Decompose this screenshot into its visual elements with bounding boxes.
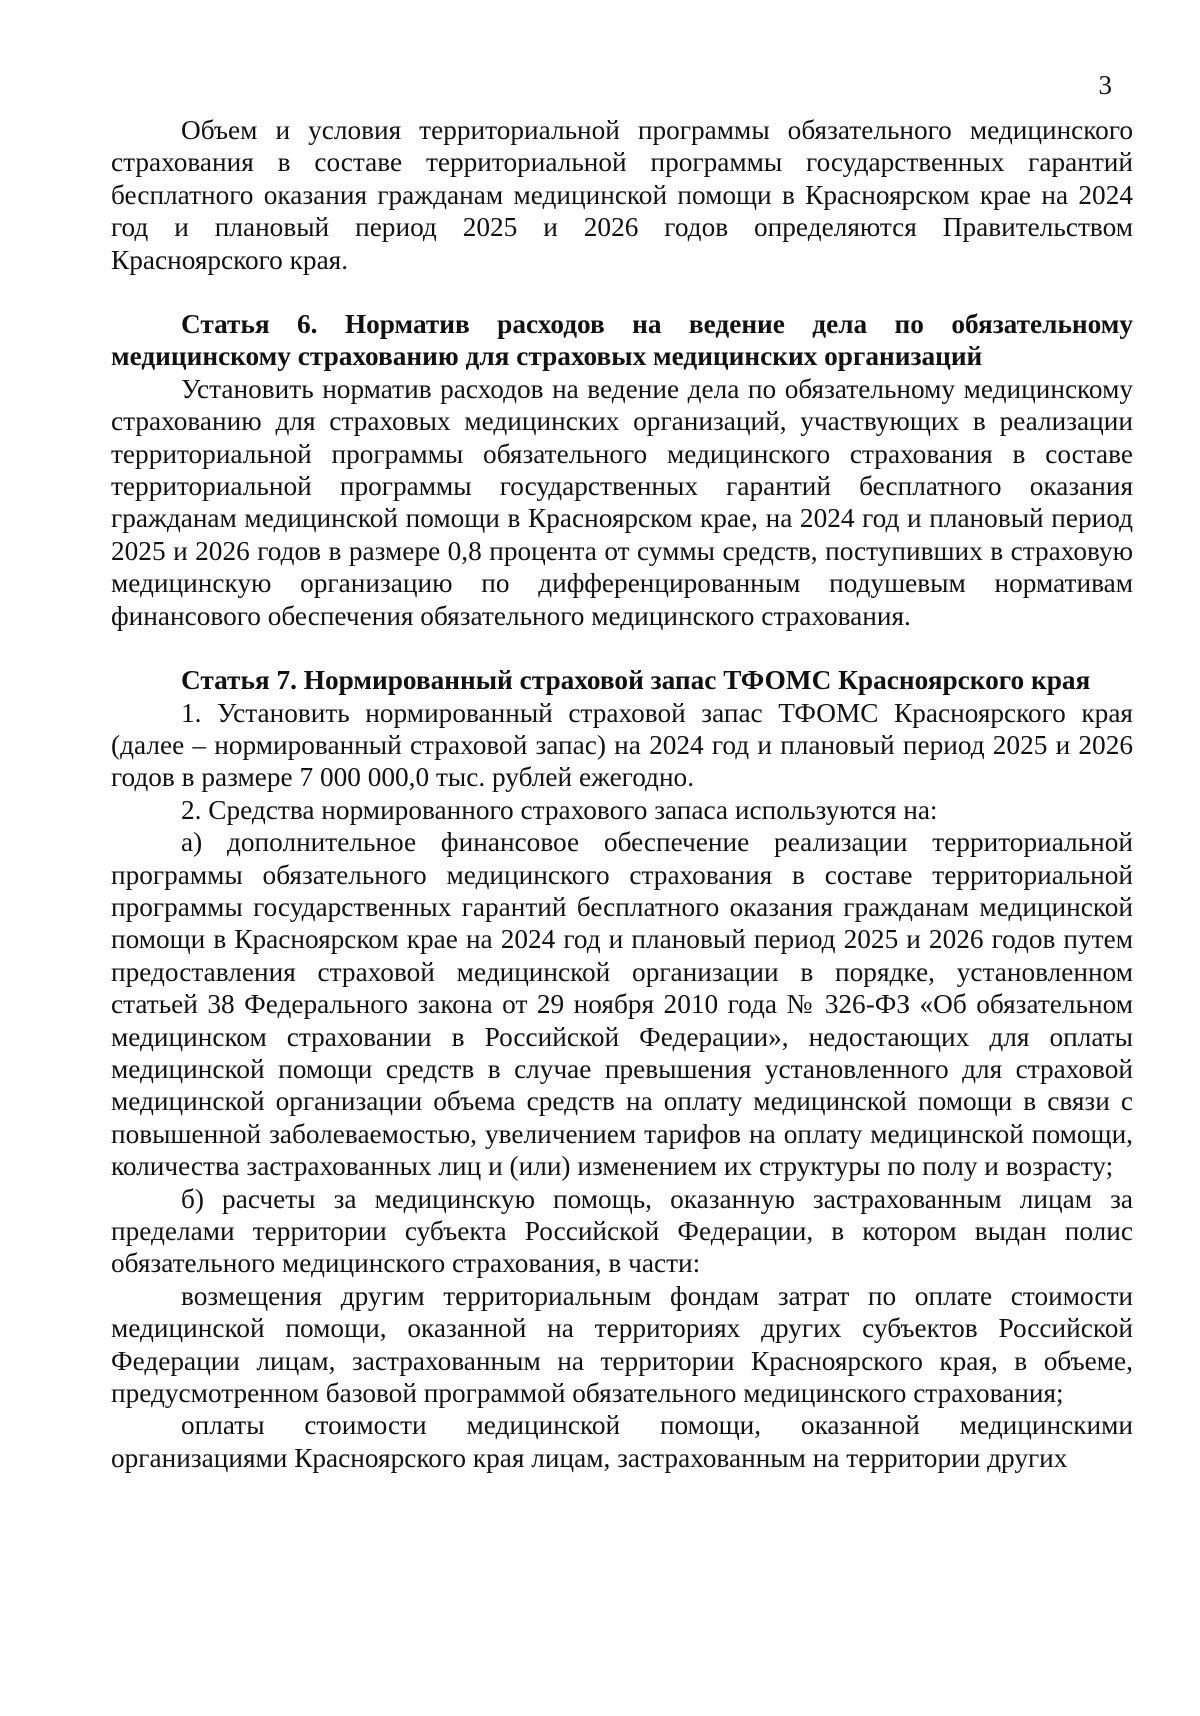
article-7-subitem-a: а) дополнительное финансовое обеспечение реализации территориальной программы обязательного медицинского страхования в составе территориальной программы государственных гарантий бесплатного оказания гражданам медицинской помощи в Красноярском крае на 2024 год и плановый период 2025 и 2026 годов путем предоставления страховой медицинской организации в порядке, установленном статьей 38 Федерального закона от 29 ноября 2010 года № 326-ФЗ «Об обязательном медицинском страховании в Российской Федерации», недостающих для оплаты медицинской помощи средств в случае превышения установленного для страховой медицинской организации объема средств на оплату медицинской помощи в связи с повышенной заболеваемостью, увеличением тарифов на оплату медицинской помощи, количества застрахованных лиц и (или) изменением их структуры по полу и возрасту;: [111, 827, 1133, 1182]
paragraph-program-volume: Объем и условия территориальной программы обязательного медицинского страхования в составе территориальной программы государственных гарантий бесплатного оказания гражданам медицинской помощи в Красноярском крае на 2024 год и плановый период 2025 и 2026 годов определяются Правительством Красноярского края.: [111, 115, 1133, 275]
document-body: [111, 114, 1133, 1474]
article-7-subitem-b-payment: оплаты стоимости медицинской помощи, оказанной медицинскими организациями Красноярского края лицам, застрахованным на территории других: [111, 1410, 1133, 1473]
article-7-subitem-b-reimbursement: возмещения другим территориальным фондам затрат по оплате стоимости медицинской помощи, оказанной на территориях других субъектов Российской Федерации лицам, застрахованным на территории Красноярского края, в объеме, предусмотренном базовой программой обязательного медицинского страхования;: [111, 1280, 1133, 1409]
article-7-subitem-b: б) расчеты за медицинскую помощь, оказанную застрахованным лицам за пределами территории субъекта Российской Федерации, в котором выдан полис обязательного медицинского страхования, в части:: [111, 1183, 1133, 1279]
article-7-item-2: 2. Средства нормированного страхового запаса используются на:: [181, 794, 938, 825]
article-6-heading: Статья 6. Норматив расходов на ведение дела по обязательному медицинскому страхованию для страховых медицинских организаций: [111, 309, 1133, 372]
article-7-heading: Статья 7. Нормированный страховой запас ТФОМС Красноярского края: [181, 665, 1091, 696]
page-number: 3: [1098, 70, 1112, 100]
article-6-paragraph: Установить норматив расходов на ведение дела по обязательному медицинскому страхованию для страховых медицинских организаций, участвующих в реализации территориальной программы обязательного медицинского страхования в составе территориальной программы государственных гарантий бесплатного оказания гражданам медицинской помощи в Красноярском крае, на 2024 год и плановый период 2025 и 2026 годов в размере 0,8 процента от суммы средств, поступивших в страховую медицинскую организацию по дифференцированным подушевым нормативам финансового обеспечения обязательного медицинского страхования.: [111, 373, 1133, 631]
article-7-item-1: 1. Установить нормированный страховой запас ТФОМС Красноярского края (далее – нормированный страховой запас) на 2024 год и плановый период 2025 и 2026 годов в размере 7 000 000,0 тыс. рублей ежегодно.: [111, 697, 1133, 793]
